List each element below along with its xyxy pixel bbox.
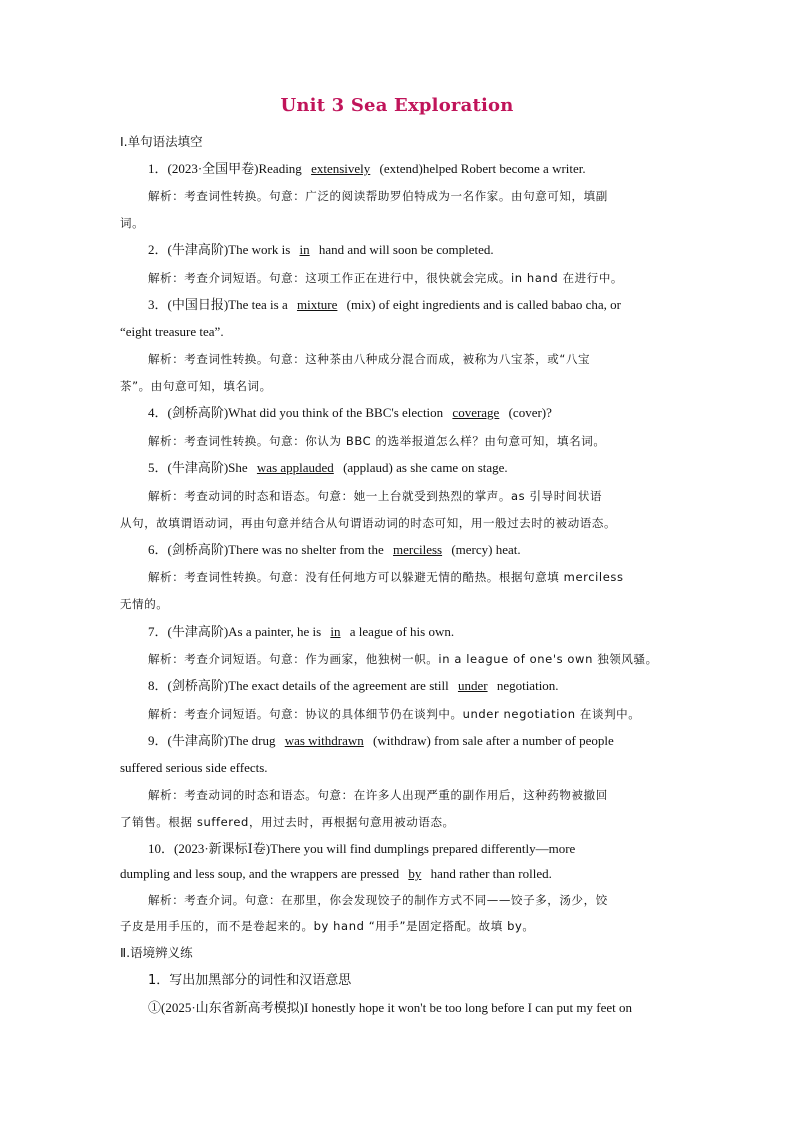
- question-2: 2．(牛津高阶)The work is in hand and will soon be completed.: [148, 242, 494, 257]
- answer-2: in: [299, 242, 310, 257]
- answer-7: in: [330, 624, 341, 639]
- question-5: 5．(牛津高阶)She was applauded (applaud) as she came on stage.: [148, 460, 508, 475]
- subsection-heading-1: 1．写出加黑部分的词性和汉语意思: [148, 973, 352, 988]
- explanation-8: 解析：考查介词短语。句意：协议的具体细节仍在谈判中。under negotiation 在谈判中。: [148, 707, 641, 721]
- question-3: 3．(中国日报)The tea is a mixture (mix) of eight ingredients and is called babao cha, or: [148, 297, 622, 312]
- question-9-cont: suffered serious side effects.: [120, 760, 268, 775]
- answer-1: extensively: [311, 161, 371, 176]
- answer-4: coverage: [452, 405, 500, 420]
- question-1: 1．(2023·全国甲卷)Reading extensively (extend)helped Robert become a writer.: [148, 161, 586, 176]
- explanation-7: 解析：考查介词短语。句意：作为画家，他独树一帜。in a league of one's own 独领风骚。: [148, 652, 658, 666]
- question-9: 9．(牛津高阶)The drug was withdrawn (withdraw) from sale after a number of people: [148, 733, 614, 748]
- answer-6: merciless: [393, 542, 443, 557]
- explanation-5-cont: 从句，故填谓语动词，再由句意并结合从句谓语动词的时态可知，用一般过去时的被动语态。: [120, 516, 617, 530]
- answer-9: was withdrawn: [284, 733, 364, 748]
- section-heading-2: Ⅱ.语境辨义练: [120, 945, 193, 960]
- page-title: Unit 3 Sea Exploration: [280, 95, 514, 116]
- explanation-3-cont: 茶”。由句意可知，填名词。: [120, 379, 272, 393]
- explanation-2: 解析：考查介词短语。句意：这项工作正在进行中，很快就会完成。in hand 在进行中。: [148, 271, 624, 285]
- answer-8: under: [457, 678, 488, 693]
- answer-5: was applauded: [256, 460, 334, 475]
- explanation-4: 解析：考查词性转换。句意：你认为 BBC 的选举报道怎么样？由句意可知，填名词。: [148, 434, 606, 448]
- explanation-6-cont: 无情的。: [120, 597, 169, 611]
- explanation-9: 解析：考查动词的时态和语态。句意：在许多人出现严重的副作用后，这种药物被撤回: [148, 788, 608, 802]
- explanation-1: 解析：考查词性转换。句意：广泛的阅读帮助罗伯特成为一名作家。由句意可知，填副: [148, 189, 608, 203]
- answer-3: mixture: [296, 297, 338, 312]
- question-4: 4．(剑桥高阶)What did you think of the BBC's election coverage (cover)?: [148, 405, 552, 420]
- explanation-6: 解析：考查词性转换。句意：没有任何地方可以躲避无情的酷热。根据句意填 merciless: [148, 570, 624, 584]
- explanation-5: 解析：考查动词的时态和语态。句意：她一上台就受到热烈的掌声。as 引导时间状语: [148, 489, 603, 503]
- question-10: 10．(2023·新课标Ⅰ卷)There you will find dumplings prepared differently—more: [148, 841, 576, 856]
- explanation-10: 解析：考查介词。句意：在那里，你会发现饺子的制作方式不同——饺子多，汤少，饺: [148, 893, 608, 907]
- explanation-3: 解析：考查词性转换。句意：这种茶由八种成分混合而成，被称为八宝茶，或“八宝: [148, 352, 591, 366]
- explanation-10-cont: 子皮是用手压的，而不是卷起来的。by hand “用手”是固定搭配。故填 by。: [120, 919, 535, 933]
- explanation-9-cont: 了销售。根据 suffered，用过去时，再根据句意用被动语态。: [120, 815, 455, 829]
- section-heading-1: Ⅰ.单句语法填空: [120, 134, 203, 149]
- question-8: 8．(剑桥高阶)The exact details of the agreement are still under negotiation.: [148, 678, 559, 693]
- question-6: 6．(剑桥高阶)There was no shelter from the merciless (mercy) heat.: [148, 542, 521, 557]
- answer-10: by: [408, 866, 422, 881]
- explanation-1-cont: 词。: [120, 216, 145, 230]
- question-7: 7．(牛津高阶)As a painter, he is in a league of his own.: [148, 624, 455, 639]
- sentence-1: ①(2025·山东省新高考模拟)I honestly hope it won't be too long before I can put my feet on: [148, 1000, 632, 1015]
- question-3-cont: “eight treasure tea”.: [120, 324, 224, 339]
- question-10-cont: dumpling and less soup, and the wrappers are pressed by hand rather than rolled.: [120, 866, 552, 881]
